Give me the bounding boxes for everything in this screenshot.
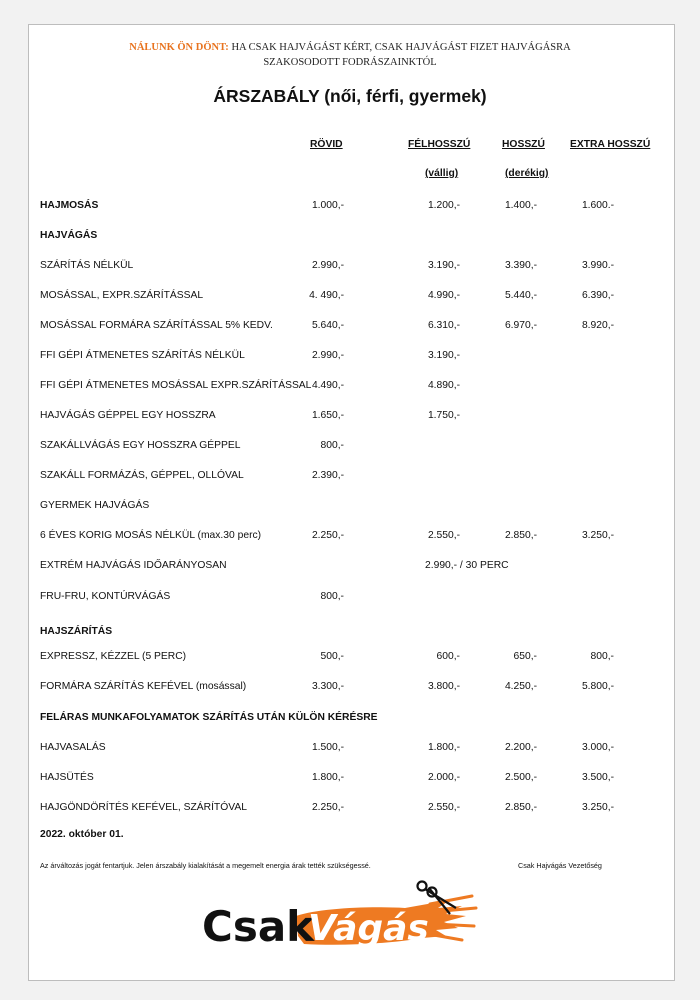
price-short: 800,- — [320, 440, 344, 451]
row-label: EXTRÉM HAJVÁGÁS IDŐARÁNYOSAN — [40, 560, 227, 571]
price-short: 800,- — [320, 591, 344, 602]
price-half: 6.310,- — [427, 320, 460, 331]
row-label: HAJVÁGÁS GÉPPEL EGY HOSSZRA — [40, 410, 216, 421]
price-extra: 3.250,- — [581, 802, 614, 813]
price-extra: 3.500,- — [581, 772, 614, 783]
price-short: 1.650,- — [311, 410, 344, 421]
price-long: 2.850,- — [504, 530, 537, 541]
row-label: FFI GÉPI ÁTMENETES MOSÁSSAL EXPR.SZÁRÍTÁSSAL — [40, 380, 312, 391]
column-header-extra: EXTRA HOSSZÚ — [570, 139, 651, 150]
price-half: 3.190,- — [427, 260, 460, 271]
price-short: 4.490,- — [311, 380, 344, 391]
column-subheader-half: (vállig) — [425, 168, 459, 179]
row-label: EXPRESSZ, KÉZZEL (5 PERC) — [40, 651, 187, 662]
price-short: 1.000,- — [311, 200, 344, 211]
row-label: HAJGÖNDÖRÍTÉS KEFÉVEL, SZÁRÍTÓVAL — [40, 802, 247, 813]
row-label: SZAKÁLL FORMÁZÁS, GÉPPEL, OLLÓVAL — [40, 470, 244, 481]
price-half: 2.550,- — [427, 530, 460, 541]
price-half: 3.190,- — [427, 350, 460, 361]
price-long: 5.440,- — [504, 290, 537, 301]
price-extra: 5.800,- — [581, 681, 614, 692]
price-extra: 3.990.- — [581, 260, 614, 271]
price-short: 4. 490,- — [309, 290, 344, 301]
price-short: 500,- — [320, 651, 344, 662]
price-long: 2.500,- — [504, 772, 537, 783]
row-label: HAJSÜTÉS — [40, 772, 94, 783]
notice-text-line2: SZAKOSODOTT FODRÁSZAINKTÓL — [263, 57, 437, 68]
price-short: 2.390,- — [311, 470, 344, 481]
price-short: 2.990,- — [311, 260, 344, 271]
price-short: 3.300,- — [311, 681, 344, 692]
price-long: 3.390,- — [504, 260, 537, 271]
row-label: SZAKÁLLVÁGÁS EGY HOSSZRA GÉPPEL — [40, 440, 241, 451]
price-half: 2.000,- — [427, 772, 460, 783]
price-half: 1.750,- — [427, 410, 460, 421]
notice-header — [0, 40, 700, 70]
price-short: 1.800,- — [311, 772, 344, 783]
logo-word-vagas: Vágás — [308, 908, 429, 949]
effective-date: 2022. október 01. — [40, 829, 124, 840]
price-extra: 8.920,- — [581, 320, 614, 331]
price-long: 4.250,- — [504, 681, 537, 692]
price-half: 1.800,- — [427, 742, 460, 753]
row-label: FFI GÉPI ÁTMENETES SZÁRÍTÁS NÉLKÜL — [40, 350, 245, 361]
price-long: 2.200,- — [504, 742, 537, 753]
footer-disclaimer: Az árváltozás jogát fentartjuk. Jelen árszabály kialakítását a megemelt energia árak tették szükségessé. — [40, 861, 371, 870]
price-short: 2.990,- — [311, 350, 344, 361]
price-half: 2.550,- — [427, 802, 460, 813]
price-extra: 3.000,- — [581, 742, 614, 753]
row-label: FORMÁRA SZÁRÍTÁS KEFÉVEL (mosással) — [40, 681, 247, 692]
notice-highlight: NÁLUNK ÖN DÖNT: — [129, 42, 229, 53]
price-short: 2.250,- — [311, 802, 344, 813]
price-time-based: 2.990,- / 30 PERC — [425, 560, 509, 571]
price-extra: 1.600.- — [581, 200, 614, 211]
page-title: ÁRSZABÁLY (női, férfi, gyermek) — [213, 86, 487, 106]
row-label: MOSÁSSAL FORMÁRA SZÁRÍTÁSSAL 5% KEDV. — [40, 320, 273, 331]
row-label: SZÁRÍTÁS NÉLKÜL — [40, 260, 134, 271]
price-long: 650,- — [513, 651, 537, 662]
row-label: MOSÁSSAL, EXPR.SZÁRÍTÁSSAL — [40, 290, 204, 301]
price-short: 5.640,- — [311, 320, 344, 331]
price-short: 1.500,- — [311, 742, 344, 753]
row-label: FRU-FRU, KONTÚRVÁGÁS — [40, 591, 171, 602]
price-extra: 3.250,- — [581, 530, 614, 541]
row-label: HAJVASALÁS — [40, 742, 106, 753]
notice-text-line1: HA CSAK HAJVÁGÁST KÉRT, CSAK HAJVÁGÁST FIZET HAJVÁGÁSRA — [228, 42, 571, 53]
price-long: 2.850,- — [504, 802, 537, 813]
row-label: FELÁRAS MUNKAFOLYAMATOK SZÁRÍTÁS UTÁN KÜLÖN KÉRÉSRE — [40, 712, 378, 723]
price-extra: 800,- — [590, 651, 614, 662]
column-subheader-long: (derékig) — [505, 168, 549, 179]
logo-word-csak: Csak — [202, 902, 315, 951]
footer-signature: Csak Hajvágás Vezetőség — [518, 861, 602, 870]
price-half: 4.890,- — [427, 380, 460, 391]
price-half: 3.800,- — [427, 681, 460, 692]
company-logo — [200, 878, 480, 960]
column-header-long: HOSSZÚ — [502, 139, 545, 150]
row-label: HAJSZÁRÍTÁS — [40, 626, 113, 637]
column-header-half: FÉLHOSSZÚ — [408, 139, 471, 150]
row-label: 6 ÉVES KORIG MOSÁS NÉLKÜL (max.30 perc) — [40, 530, 262, 541]
price-long: 6.970,- — [504, 320, 537, 331]
row-label: HAJMOSÁS — [40, 200, 99, 211]
row-label: HAJVÁGÁS — [40, 230, 98, 241]
column-header-short: RÖVID — [310, 139, 343, 150]
price-extra: 6.390,- — [581, 290, 614, 301]
row-label: GYERMEK HAJVÁGÁS — [40, 500, 150, 511]
price-short: 2.250,- — [311, 530, 344, 541]
price-half: 600,- — [436, 651, 460, 662]
price-long: 1.400,- — [504, 200, 537, 211]
price-half: 4.990,- — [427, 290, 460, 301]
price-half: 1.200,- — [427, 200, 460, 211]
